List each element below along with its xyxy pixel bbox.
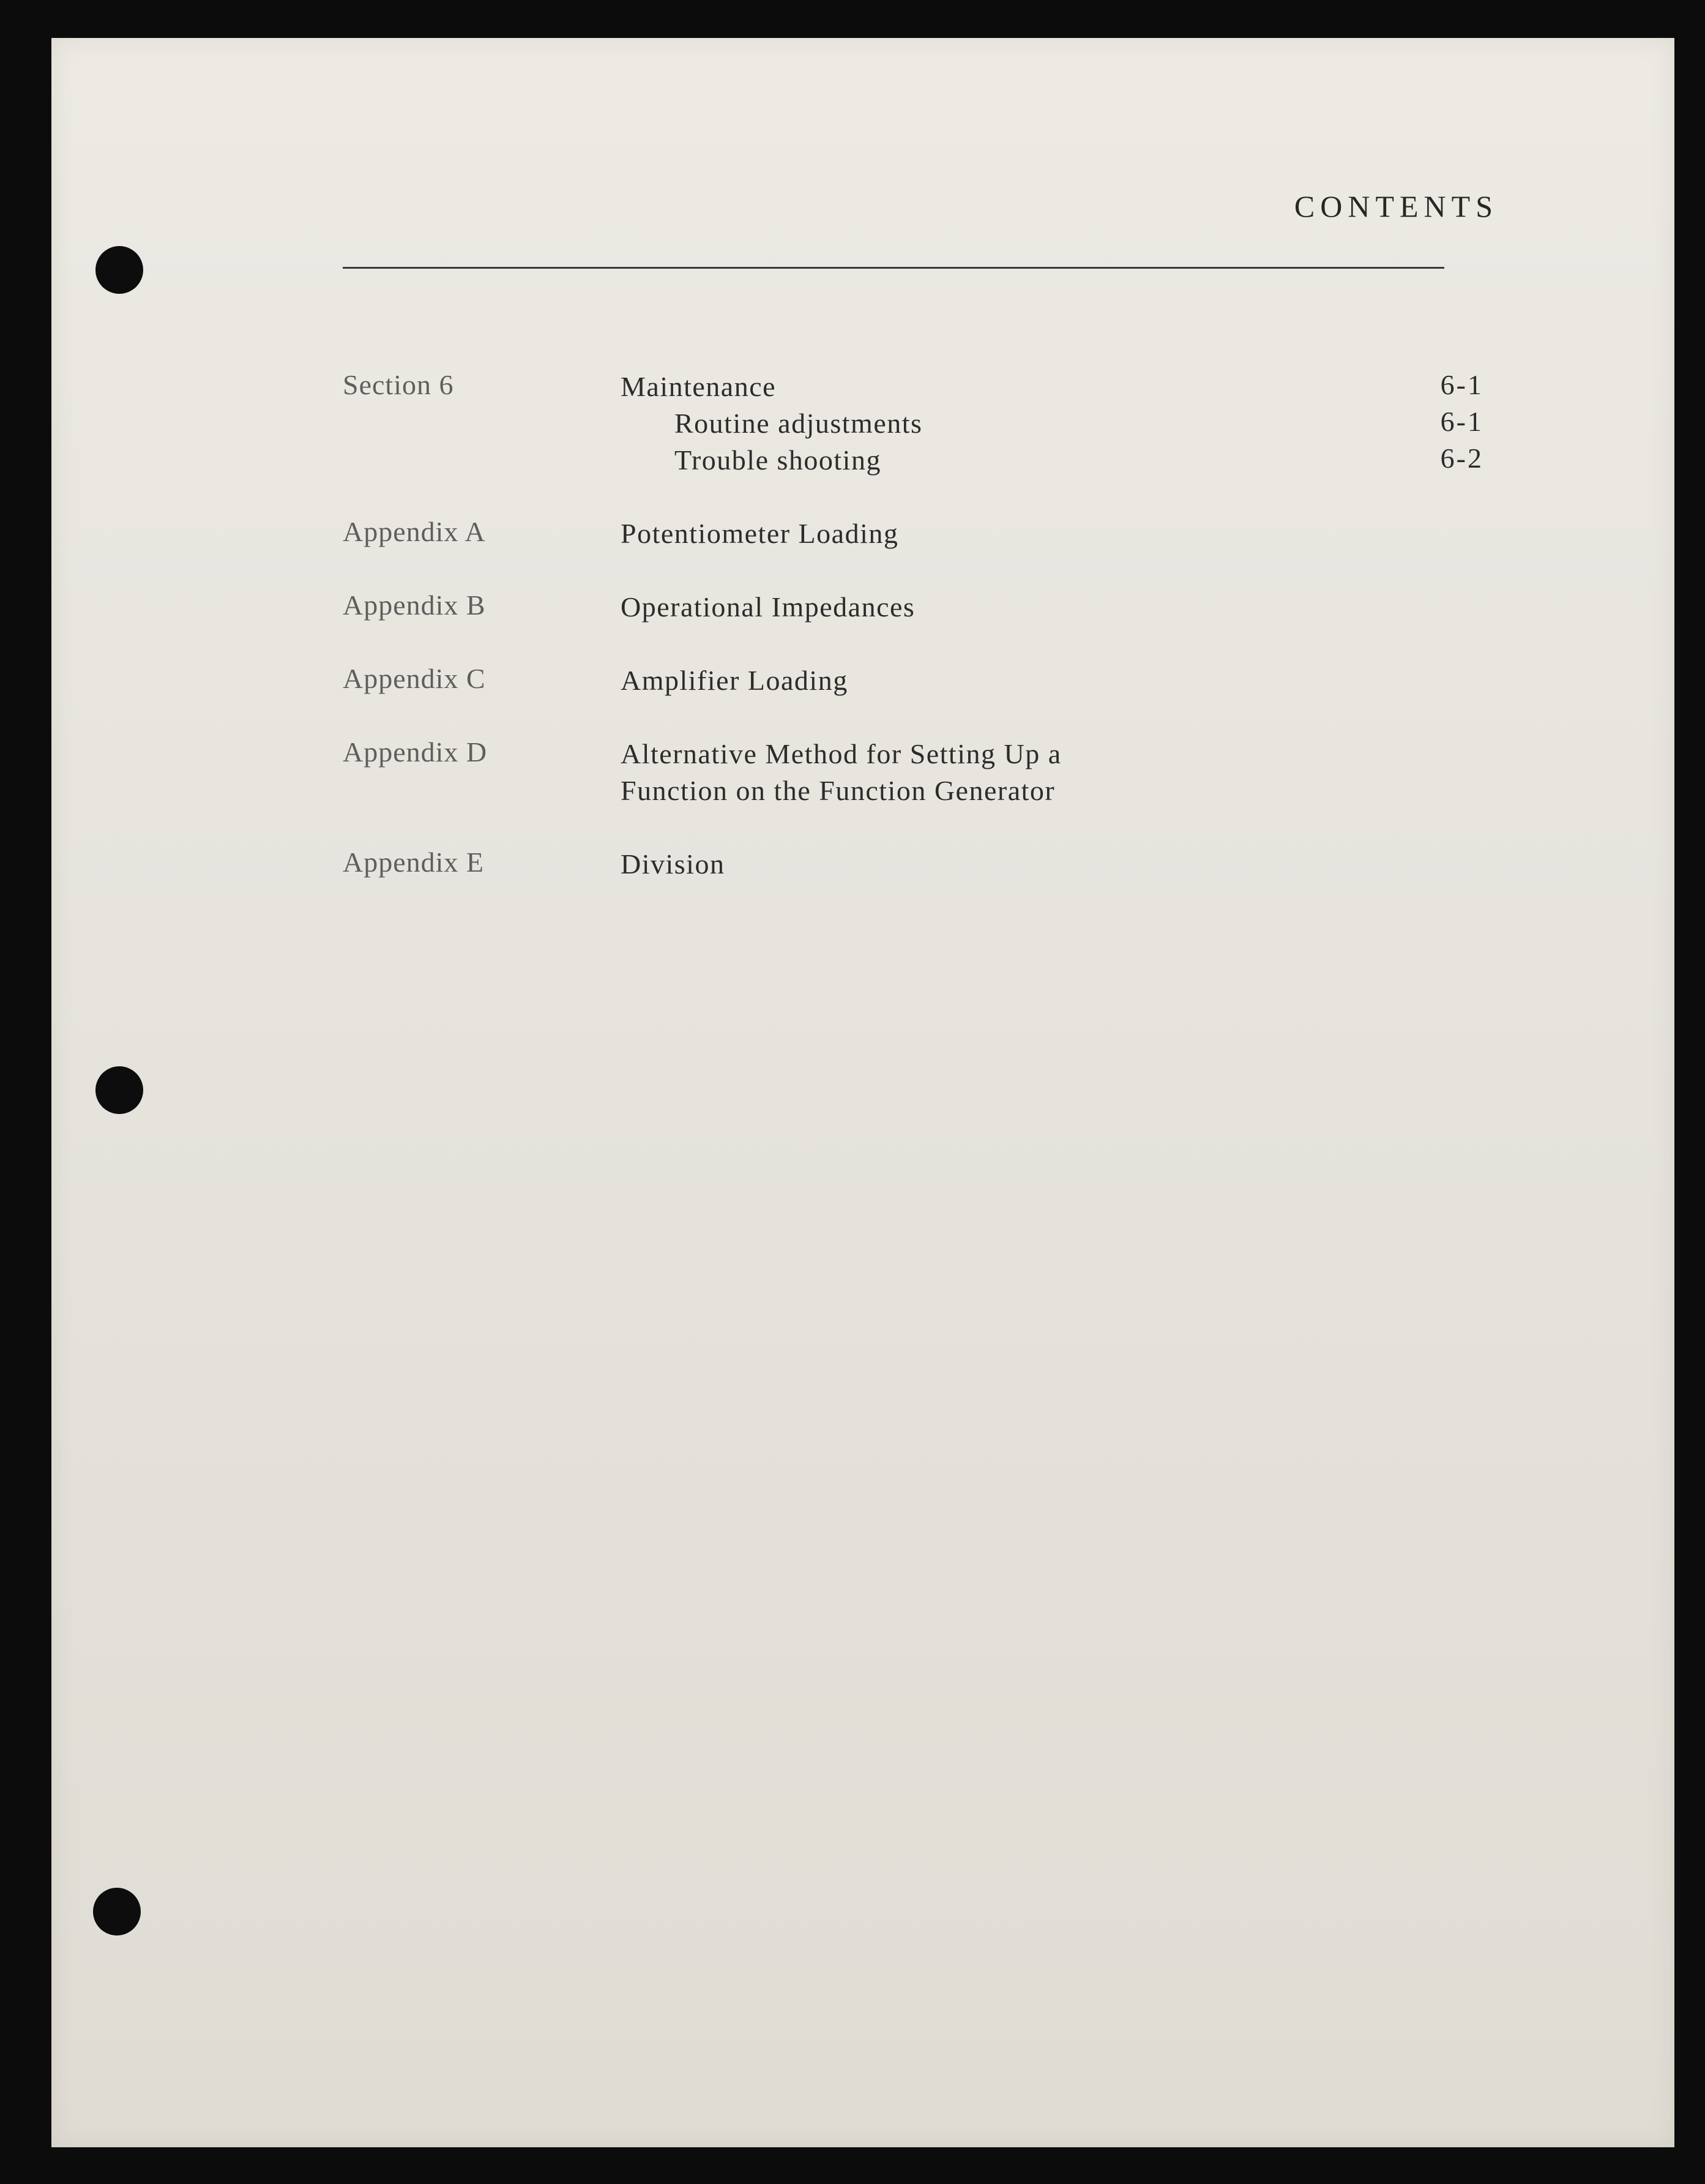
toc-entry-appendix-d [343, 736, 1481, 809]
toc-line-text: Division [621, 848, 725, 880]
toc-entry-label: Appendix A [343, 516, 486, 547]
toc-entry-appendix-c [343, 662, 1481, 699]
toc-line [621, 589, 1481, 626]
toc-line [621, 772, 1481, 809]
toc-line [621, 368, 1483, 405]
toc-line-text: Maintenance [621, 371, 777, 402]
table-of-contents [343, 368, 1481, 919]
toc-entry-label: Appendix D [343, 736, 488, 768]
toc-page-number: 6-1 [1440, 369, 1483, 400]
toc-line-text: Operational Impedances [621, 591, 916, 623]
toc-subline [621, 442, 1537, 479]
toc-entry-label: Section 6 [343, 369, 454, 400]
toc-entry-appendix-b [343, 589, 1481, 626]
punch-hole [93, 1888, 141, 1935]
page-title: CONTENTS [1294, 189, 1498, 223]
punch-hole [95, 246, 143, 294]
toc-line-text: Amplifier Loading [621, 665, 848, 696]
toc-entry-label: Appendix B [343, 589, 486, 621]
toc-line-text: Trouble shooting [674, 444, 881, 476]
toc-line [621, 662, 1481, 699]
toc-line-text: Potentiometer Loading [621, 518, 899, 549]
toc-page-number: 6-1 [1440, 406, 1483, 437]
document-page [51, 38, 1674, 2147]
toc-page-number: 6-2 [1440, 443, 1483, 474]
toc-entry-appendix-e [343, 846, 1481, 883]
toc-entry-label: Appendix E [343, 847, 485, 878]
toc-entry-appendix-a [343, 515, 1481, 552]
punch-hole [95, 1066, 143, 1114]
toc-line [621, 515, 1481, 552]
heading-rule [343, 267, 1444, 269]
toc-entry-label: Appendix C [343, 663, 486, 694]
toc-line-text: Alternative Method for Setting Up a [621, 738, 1062, 769]
toc-line [621, 846, 1481, 883]
toc-subline [621, 405, 1537, 442]
toc-entry-section-6 [343, 368, 1481, 479]
toc-line-text: Function on the Function Generator [621, 775, 1056, 806]
toc-line-text: Routine adjustments [674, 408, 923, 439]
toc-line [621, 736, 1481, 772]
